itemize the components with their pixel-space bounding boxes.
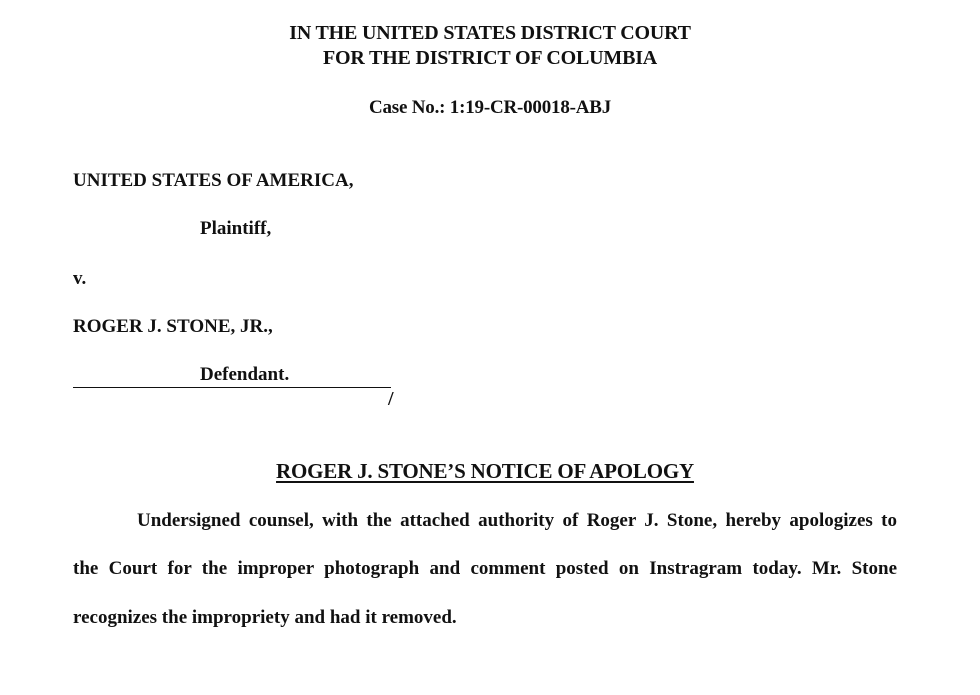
defendant-name: ROGER J. STONE, JR., (73, 316, 273, 337)
document-title-text: ROGER J. STONE’S NOTICE OF APOLOGY (276, 459, 694, 483)
court-name-line: IN THE UNITED STATES DISTRICT COURT (289, 22, 691, 44)
body-line-1: Undersigned counsel, with the attached authority of Roger J. Stone, hereby apologizes to (137, 510, 897, 531)
plaintiff-role: Plaintiff, (200, 218, 272, 239)
plaintiff-name: UNITED STATES OF AMERICA, (73, 170, 354, 191)
body-line-2: the Court for the improper photograph and comment posted on Instragram today. Mr. Stone (73, 558, 897, 579)
document-title (0, 459, 970, 484)
district-line: FOR THE DISTRICT OF COLUMBIA (322, 47, 658, 69)
case-number: Case No.: 1:19-CR-00018-ABJ (368, 97, 612, 118)
versus: v. (73, 268, 87, 289)
defendant-role: Defendant. (200, 364, 290, 385)
body-line-3: recognizes the impropriety and had it removed. (73, 607, 457, 628)
caption-divider-slash: / (388, 388, 394, 410)
caption-divider (73, 387, 391, 388)
